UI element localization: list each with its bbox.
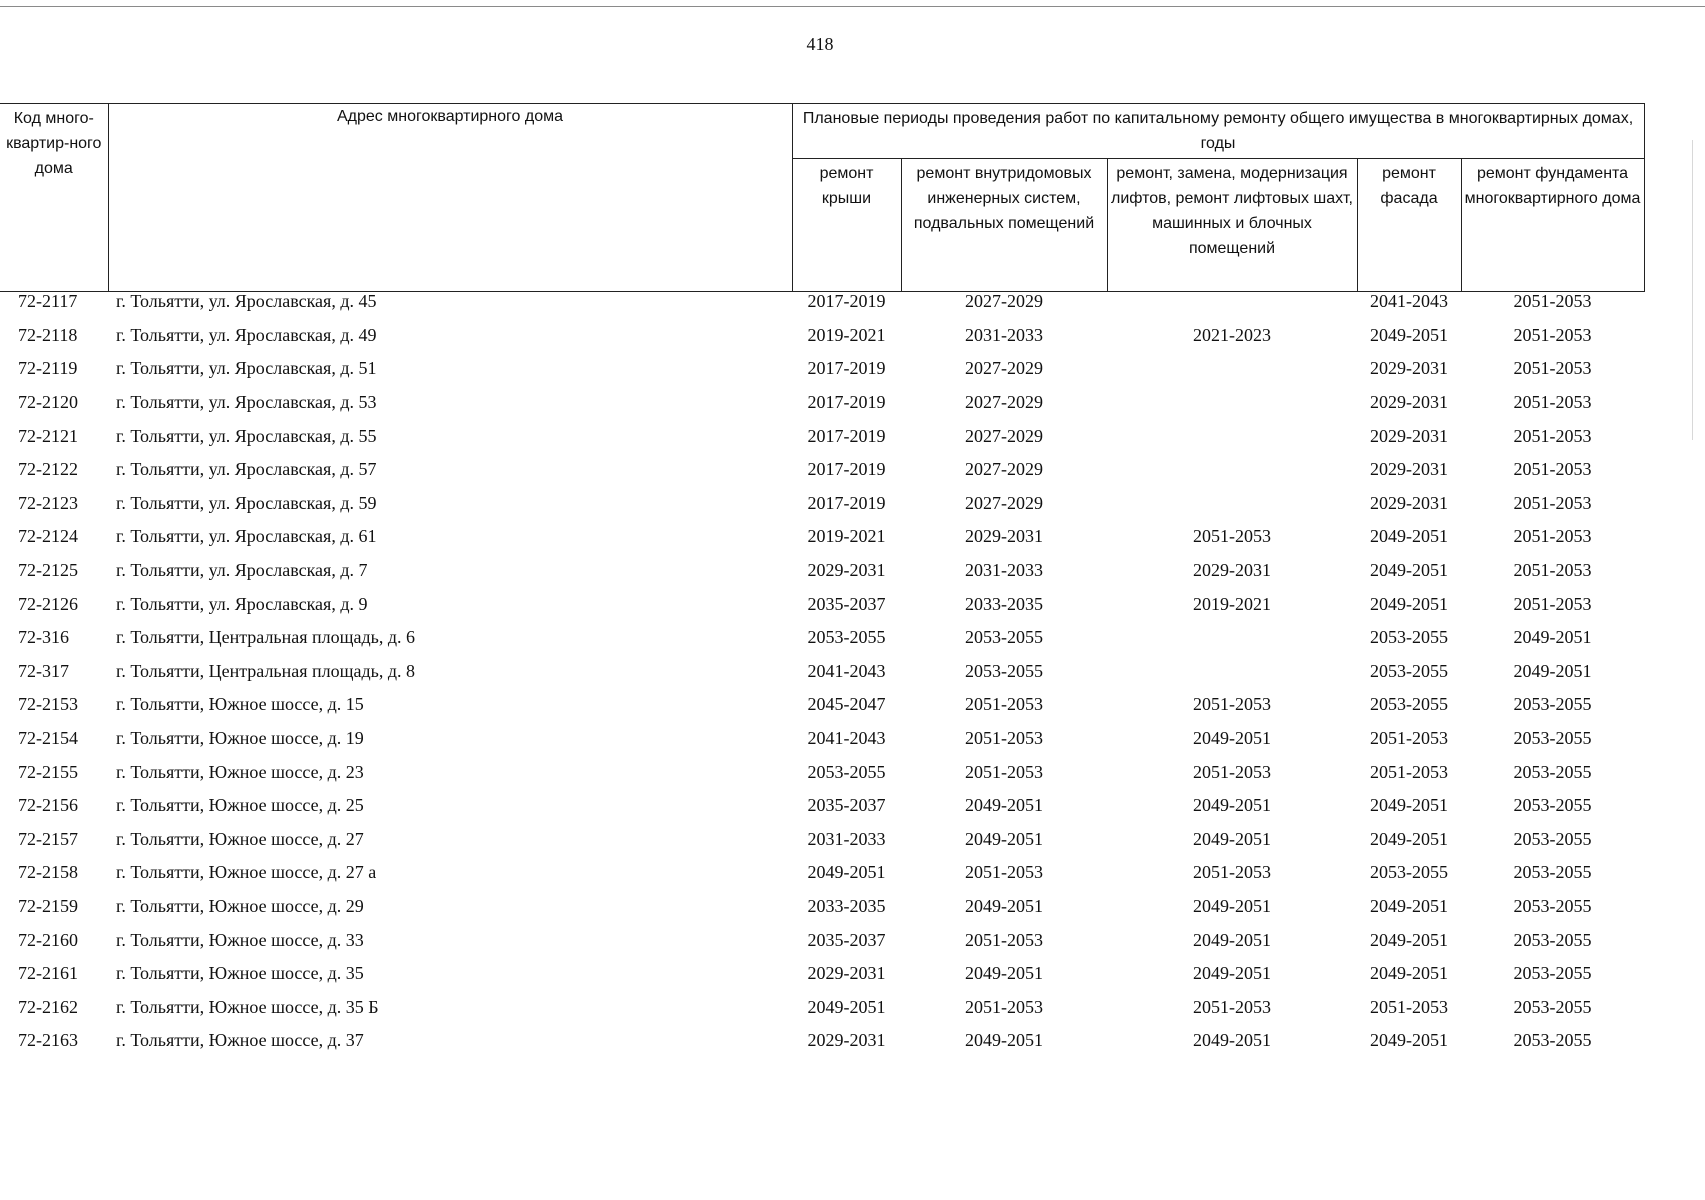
cell-facade: 2053-2055 bbox=[1370, 660, 1448, 681]
cell-systems: 2051-2053 bbox=[965, 929, 1043, 950]
cell-code: 72-2120 bbox=[18, 392, 78, 413]
table-row bbox=[0, 688, 1644, 722]
cell-foundation: 2053-2055 bbox=[1513, 895, 1592, 916]
header-roof: ремонт крыши bbox=[792, 159, 901, 292]
cell-lifts bbox=[1107, 386, 1357, 420]
cell-address: г. Тольятти, Центральная площадь, д. 8 bbox=[116, 660, 416, 681]
cell-address: г. Тольятти, ул. Ярославская, д. 45 bbox=[116, 291, 377, 312]
cell-address: г. Тольятти, Южное шоссе, д. 29 bbox=[116, 895, 364, 916]
cell-roof: 2017-2019 bbox=[807, 291, 886, 312]
cell-code: 72-2162 bbox=[18, 996, 78, 1017]
cell-address: г. Тольятти, ул. Ярославская, д. 53 bbox=[116, 392, 377, 413]
cell-facade: 2049-2051 bbox=[1370, 929, 1448, 950]
cell-code: 72-2154 bbox=[18, 728, 78, 749]
cell-facade: 2053-2055 bbox=[1370, 627, 1448, 648]
cell-systems: 2027-2029 bbox=[965, 392, 1043, 413]
table-row bbox=[0, 487, 1644, 521]
cell-address: г. Тольятти, Южное шоссе, д. 33 bbox=[116, 929, 364, 950]
cell-code: 72-2117 bbox=[18, 291, 78, 312]
cell-foundation: 2053-2055 bbox=[1513, 828, 1592, 849]
cell-facade: 2049-2051 bbox=[1370, 526, 1448, 547]
cell-lifts: 2049-2051 bbox=[1193, 828, 1271, 849]
table-row bbox=[0, 453, 1644, 487]
cell-lifts: 2019-2021 bbox=[1193, 593, 1271, 614]
cell-code: 72-2160 bbox=[18, 929, 78, 950]
cell-roof: 2035-2037 bbox=[807, 593, 886, 614]
cell-roof: 2049-2051 bbox=[807, 862, 886, 883]
cell-lifts bbox=[1107, 453, 1357, 487]
cell-code: 72-2161 bbox=[18, 963, 78, 984]
cell-code: 72-2163 bbox=[18, 1030, 78, 1051]
cell-roof: 2035-2037 bbox=[807, 929, 886, 950]
cell-facade: 2049-2051 bbox=[1370, 1030, 1448, 1051]
cell-systems: 2027-2029 bbox=[965, 425, 1043, 446]
cell-foundation: 2049-2051 bbox=[1513, 627, 1592, 648]
cell-foundation: 2053-2055 bbox=[1513, 963, 1592, 984]
header-address: Адрес многоквартирного дома bbox=[108, 104, 792, 292]
cell-facade: 2029-2031 bbox=[1370, 425, 1448, 446]
cell-roof: 2029-2031 bbox=[807, 1030, 886, 1051]
cell-address: г. Тольятти, Южное шоссе, д. 35 bbox=[116, 963, 364, 984]
cell-facade: 2029-2031 bbox=[1370, 492, 1448, 513]
cell-systems: 2033-2035 bbox=[965, 593, 1043, 614]
cell-foundation: 2049-2051 bbox=[1513, 660, 1592, 681]
cell-code: 72-2158 bbox=[18, 862, 78, 883]
cell-roof: 2045-2047 bbox=[807, 694, 886, 715]
cell-systems: 2053-2055 bbox=[965, 660, 1043, 681]
cell-facade: 2029-2031 bbox=[1370, 358, 1448, 379]
cell-foundation: 2053-2055 bbox=[1513, 694, 1592, 715]
cell-code: 72-317 bbox=[18, 660, 69, 681]
cell-code: 72-2155 bbox=[18, 761, 78, 782]
cell-foundation: 2051-2053 bbox=[1513, 560, 1592, 581]
cell-code: 72-316 bbox=[18, 627, 69, 648]
cell-systems: 2051-2053 bbox=[965, 761, 1043, 782]
cell-code: 72-2157 bbox=[18, 828, 78, 849]
cell-lifts: 2049-2051 bbox=[1193, 895, 1271, 916]
cell-foundation: 2051-2053 bbox=[1513, 392, 1592, 413]
cell-code: 72-2156 bbox=[18, 795, 78, 816]
cell-lifts bbox=[1107, 655, 1357, 689]
cell-systems: 2049-2051 bbox=[965, 963, 1043, 984]
cell-address: г. Тольятти, Южное шоссе, д. 23 bbox=[116, 761, 364, 782]
cell-systems: 2027-2029 bbox=[965, 291, 1043, 312]
table-row bbox=[0, 319, 1644, 353]
cell-lifts bbox=[1107, 285, 1357, 319]
cell-roof: 2041-2043 bbox=[807, 728, 886, 749]
table-rows bbox=[0, 285, 1644, 1058]
cell-facade: 2049-2051 bbox=[1370, 795, 1448, 816]
table-row bbox=[0, 352, 1644, 386]
cell-facade: 2053-2055 bbox=[1370, 694, 1448, 715]
table-row bbox=[0, 789, 1644, 823]
cell-facade: 2053-2055 bbox=[1370, 862, 1448, 883]
cell-foundation: 2053-2055 bbox=[1513, 996, 1592, 1017]
table-row bbox=[0, 520, 1644, 554]
cell-facade: 2049-2051 bbox=[1370, 828, 1448, 849]
cell-facade: 2049-2051 bbox=[1370, 593, 1448, 614]
cell-lifts: 2051-2053 bbox=[1193, 761, 1271, 782]
cell-roof: 2035-2037 bbox=[807, 795, 886, 816]
cell-systems: 2031-2033 bbox=[965, 560, 1043, 581]
cell-code: 72-2122 bbox=[18, 459, 78, 480]
cell-address: г. Тольятти, ул. Ярославская, д. 61 bbox=[116, 526, 377, 547]
cell-lifts: 2049-2051 bbox=[1193, 728, 1271, 749]
cell-facade: 2049-2051 bbox=[1370, 560, 1448, 581]
table-row bbox=[0, 722, 1644, 756]
cell-lifts: 2049-2051 bbox=[1193, 929, 1271, 950]
cell-foundation: 2053-2055 bbox=[1513, 862, 1592, 883]
cell-lifts bbox=[1107, 352, 1357, 386]
cell-roof: 2053-2055 bbox=[807, 627, 886, 648]
cell-systems: 2049-2051 bbox=[965, 795, 1043, 816]
cell-address: г. Тольятти, ул. Ярославская, д. 51 bbox=[116, 358, 377, 379]
cell-roof: 2017-2019 bbox=[807, 358, 886, 379]
cell-foundation: 2051-2053 bbox=[1513, 425, 1592, 446]
cell-lifts: 2051-2053 bbox=[1193, 694, 1271, 715]
cell-roof: 2019-2021 bbox=[807, 324, 886, 345]
cell-address: г. Тольятти, Южное шоссе, д. 19 bbox=[116, 728, 364, 749]
cell-lifts bbox=[1107, 487, 1357, 521]
table-row bbox=[0, 554, 1644, 588]
cell-address: г. Тольятти, ул. Ярославская, д. 49 bbox=[116, 324, 377, 345]
cell-foundation: 2053-2055 bbox=[1513, 929, 1592, 950]
cell-systems: 2049-2051 bbox=[965, 828, 1043, 849]
cell-facade: 2049-2051 bbox=[1370, 963, 1448, 984]
cell-code: 72-2159 bbox=[18, 895, 78, 916]
cell-facade: 2051-2053 bbox=[1370, 996, 1448, 1017]
cell-systems: 2051-2053 bbox=[965, 996, 1043, 1017]
cell-systems: 2053-2055 bbox=[965, 627, 1043, 648]
page-number: 418 bbox=[806, 34, 834, 54]
cell-code: 72-2126 bbox=[18, 593, 78, 614]
cell-address: г. Тольятти, Южное шоссе, д. 27 bbox=[116, 828, 364, 849]
cell-systems: 2051-2053 bbox=[965, 728, 1043, 749]
cell-foundation: 2053-2055 bbox=[1513, 1030, 1592, 1051]
cell-lifts: 2049-2051 bbox=[1193, 795, 1271, 816]
cell-facade: 2029-2031 bbox=[1370, 392, 1448, 413]
cell-facade: 2041-2043 bbox=[1370, 291, 1448, 312]
header-systems: ремонт внутридомовых инженерных систем, подвальных помещений bbox=[901, 159, 1107, 292]
cell-code: 72-2125 bbox=[18, 560, 78, 581]
table-body bbox=[0, 285, 1644, 1058]
cell-foundation: 2051-2053 bbox=[1513, 291, 1592, 312]
table-row bbox=[0, 923, 1644, 957]
cell-roof: 2029-2031 bbox=[807, 963, 886, 984]
cell-foundation: 2051-2053 bbox=[1513, 324, 1592, 345]
table-row bbox=[0, 755, 1644, 789]
header-facade: ремонт фасада bbox=[1357, 159, 1461, 292]
cell-facade: 2049-2051 bbox=[1370, 895, 1448, 916]
table-row bbox=[0, 990, 1644, 1024]
cell-foundation: 2051-2053 bbox=[1513, 358, 1592, 379]
cell-roof: 2017-2019 bbox=[807, 459, 886, 480]
cell-systems: 2027-2029 bbox=[965, 459, 1043, 480]
header-lifts: ремонт, замена, модернизация лифтов, ремонт лифтовых шахт, машинных и блочных помещений bbox=[1107, 159, 1357, 292]
cell-systems: 2051-2053 bbox=[965, 694, 1043, 715]
cell-systems: 2049-2051 bbox=[965, 1030, 1043, 1051]
cell-lifts: 2049-2051 bbox=[1193, 963, 1271, 984]
cell-facade: 2029-2031 bbox=[1370, 459, 1448, 480]
cell-foundation: 2053-2055 bbox=[1513, 761, 1592, 782]
table-row bbox=[0, 957, 1644, 991]
cell-roof: 2017-2019 bbox=[807, 392, 886, 413]
cell-address: г. Тольятти, Южное шоссе, д. 37 bbox=[116, 1030, 364, 1051]
scan-right-edge-line bbox=[1692, 140, 1693, 440]
cell-address: г. Тольятти, Южное шоссе, д. 25 bbox=[116, 795, 364, 816]
cell-roof: 2017-2019 bbox=[807, 425, 886, 446]
cell-facade: 2051-2053 bbox=[1370, 728, 1448, 749]
table-row bbox=[0, 285, 1644, 319]
cell-code: 72-2118 bbox=[18, 324, 78, 345]
cell-lifts: 2051-2053 bbox=[1193, 526, 1271, 547]
cell-address: г. Тольятти, ул. Ярославская, д. 57 bbox=[116, 459, 377, 480]
cell-foundation: 2051-2053 bbox=[1513, 492, 1592, 513]
cell-roof: 2041-2043 bbox=[807, 660, 886, 681]
cell-foundation: 2053-2055 bbox=[1513, 728, 1592, 749]
cell-foundation: 2051-2053 bbox=[1513, 526, 1592, 547]
cell-systems: 2051-2053 bbox=[965, 862, 1043, 883]
cell-address: г. Тольятти, ул. Ярославская, д. 7 bbox=[116, 560, 368, 581]
cell-code: 72-2153 bbox=[18, 694, 78, 715]
table-row bbox=[0, 890, 1644, 924]
table-row bbox=[0, 587, 1644, 621]
table-row bbox=[0, 655, 1644, 689]
header-periods-group: Плановые периоды проведения работ по капитальному ремонту общего имущества в многоквартирных домах, годы bbox=[792, 104, 1644, 159]
table-row bbox=[0, 1024, 1644, 1058]
cell-code: 72-2124 bbox=[18, 526, 78, 547]
cell-roof: 2053-2055 bbox=[807, 761, 886, 782]
cell-facade: 2051-2053 bbox=[1370, 761, 1448, 782]
cell-lifts bbox=[1107, 621, 1357, 655]
cell-code: 72-2119 bbox=[18, 358, 78, 379]
table-row bbox=[0, 823, 1644, 857]
cell-systems: 2031-2033 bbox=[965, 324, 1043, 345]
table-row bbox=[0, 856, 1644, 890]
scan-top-edge-line bbox=[0, 6, 1705, 7]
cell-foundation: 2051-2053 bbox=[1513, 593, 1592, 614]
cell-code: 72-2121 bbox=[18, 425, 78, 446]
cell-systems: 2027-2029 bbox=[965, 492, 1043, 513]
table-header bbox=[0, 103, 1645, 292]
header-code: Код много-квартир-ного дома bbox=[0, 104, 108, 292]
cell-foundation: 2051-2053 bbox=[1513, 459, 1592, 480]
cell-lifts: 2021-2023 bbox=[1193, 324, 1271, 345]
cell-lifts: 2051-2053 bbox=[1193, 862, 1271, 883]
table-row bbox=[0, 419, 1644, 453]
cell-facade: 2049-2051 bbox=[1370, 324, 1448, 345]
cell-roof: 2031-2033 bbox=[807, 828, 886, 849]
cell-lifts: 2049-2051 bbox=[1193, 1030, 1271, 1051]
cell-lifts bbox=[1107, 419, 1357, 453]
table-row bbox=[0, 386, 1644, 420]
cell-systems: 2027-2029 bbox=[965, 358, 1043, 379]
cell-roof: 2033-2035 bbox=[807, 895, 886, 916]
cell-foundation: 2053-2055 bbox=[1513, 795, 1592, 816]
table-row bbox=[0, 621, 1644, 655]
cell-roof: 2019-2021 bbox=[807, 526, 886, 547]
cell-address: г. Тольятти, Южное шоссе, д. 35 Б bbox=[116, 996, 379, 1017]
cell-address: г. Тольятти, ул. Ярославская, д. 55 bbox=[116, 425, 377, 446]
cell-address: г. Тольятти, ул. Ярославская, д. 9 bbox=[116, 593, 368, 614]
cell-lifts: 2029-2031 bbox=[1193, 560, 1271, 581]
cell-code: 72-2123 bbox=[18, 492, 78, 513]
cell-address: г. Тольятти, Южное шоссе, д. 15 bbox=[116, 694, 364, 715]
cell-roof: 2017-2019 bbox=[807, 492, 886, 513]
cell-systems: 2049-2051 bbox=[965, 895, 1043, 916]
cell-systems: 2029-2031 bbox=[965, 526, 1043, 547]
cell-roof: 2029-2031 bbox=[807, 560, 886, 581]
cell-address: г. Тольятти, Центральная площадь, д. 6 bbox=[116, 627, 416, 648]
cell-address: г. Тольятти, Южное шоссе, д. 27 а bbox=[116, 862, 377, 883]
cell-roof: 2049-2051 bbox=[807, 996, 886, 1017]
cell-address: г. Тольятти, ул. Ярославская, д. 59 bbox=[116, 492, 377, 513]
cell-lifts: 2051-2053 bbox=[1193, 996, 1271, 1017]
header-foundation: ремонт фундамента многоквартирного дома bbox=[1461, 159, 1644, 292]
